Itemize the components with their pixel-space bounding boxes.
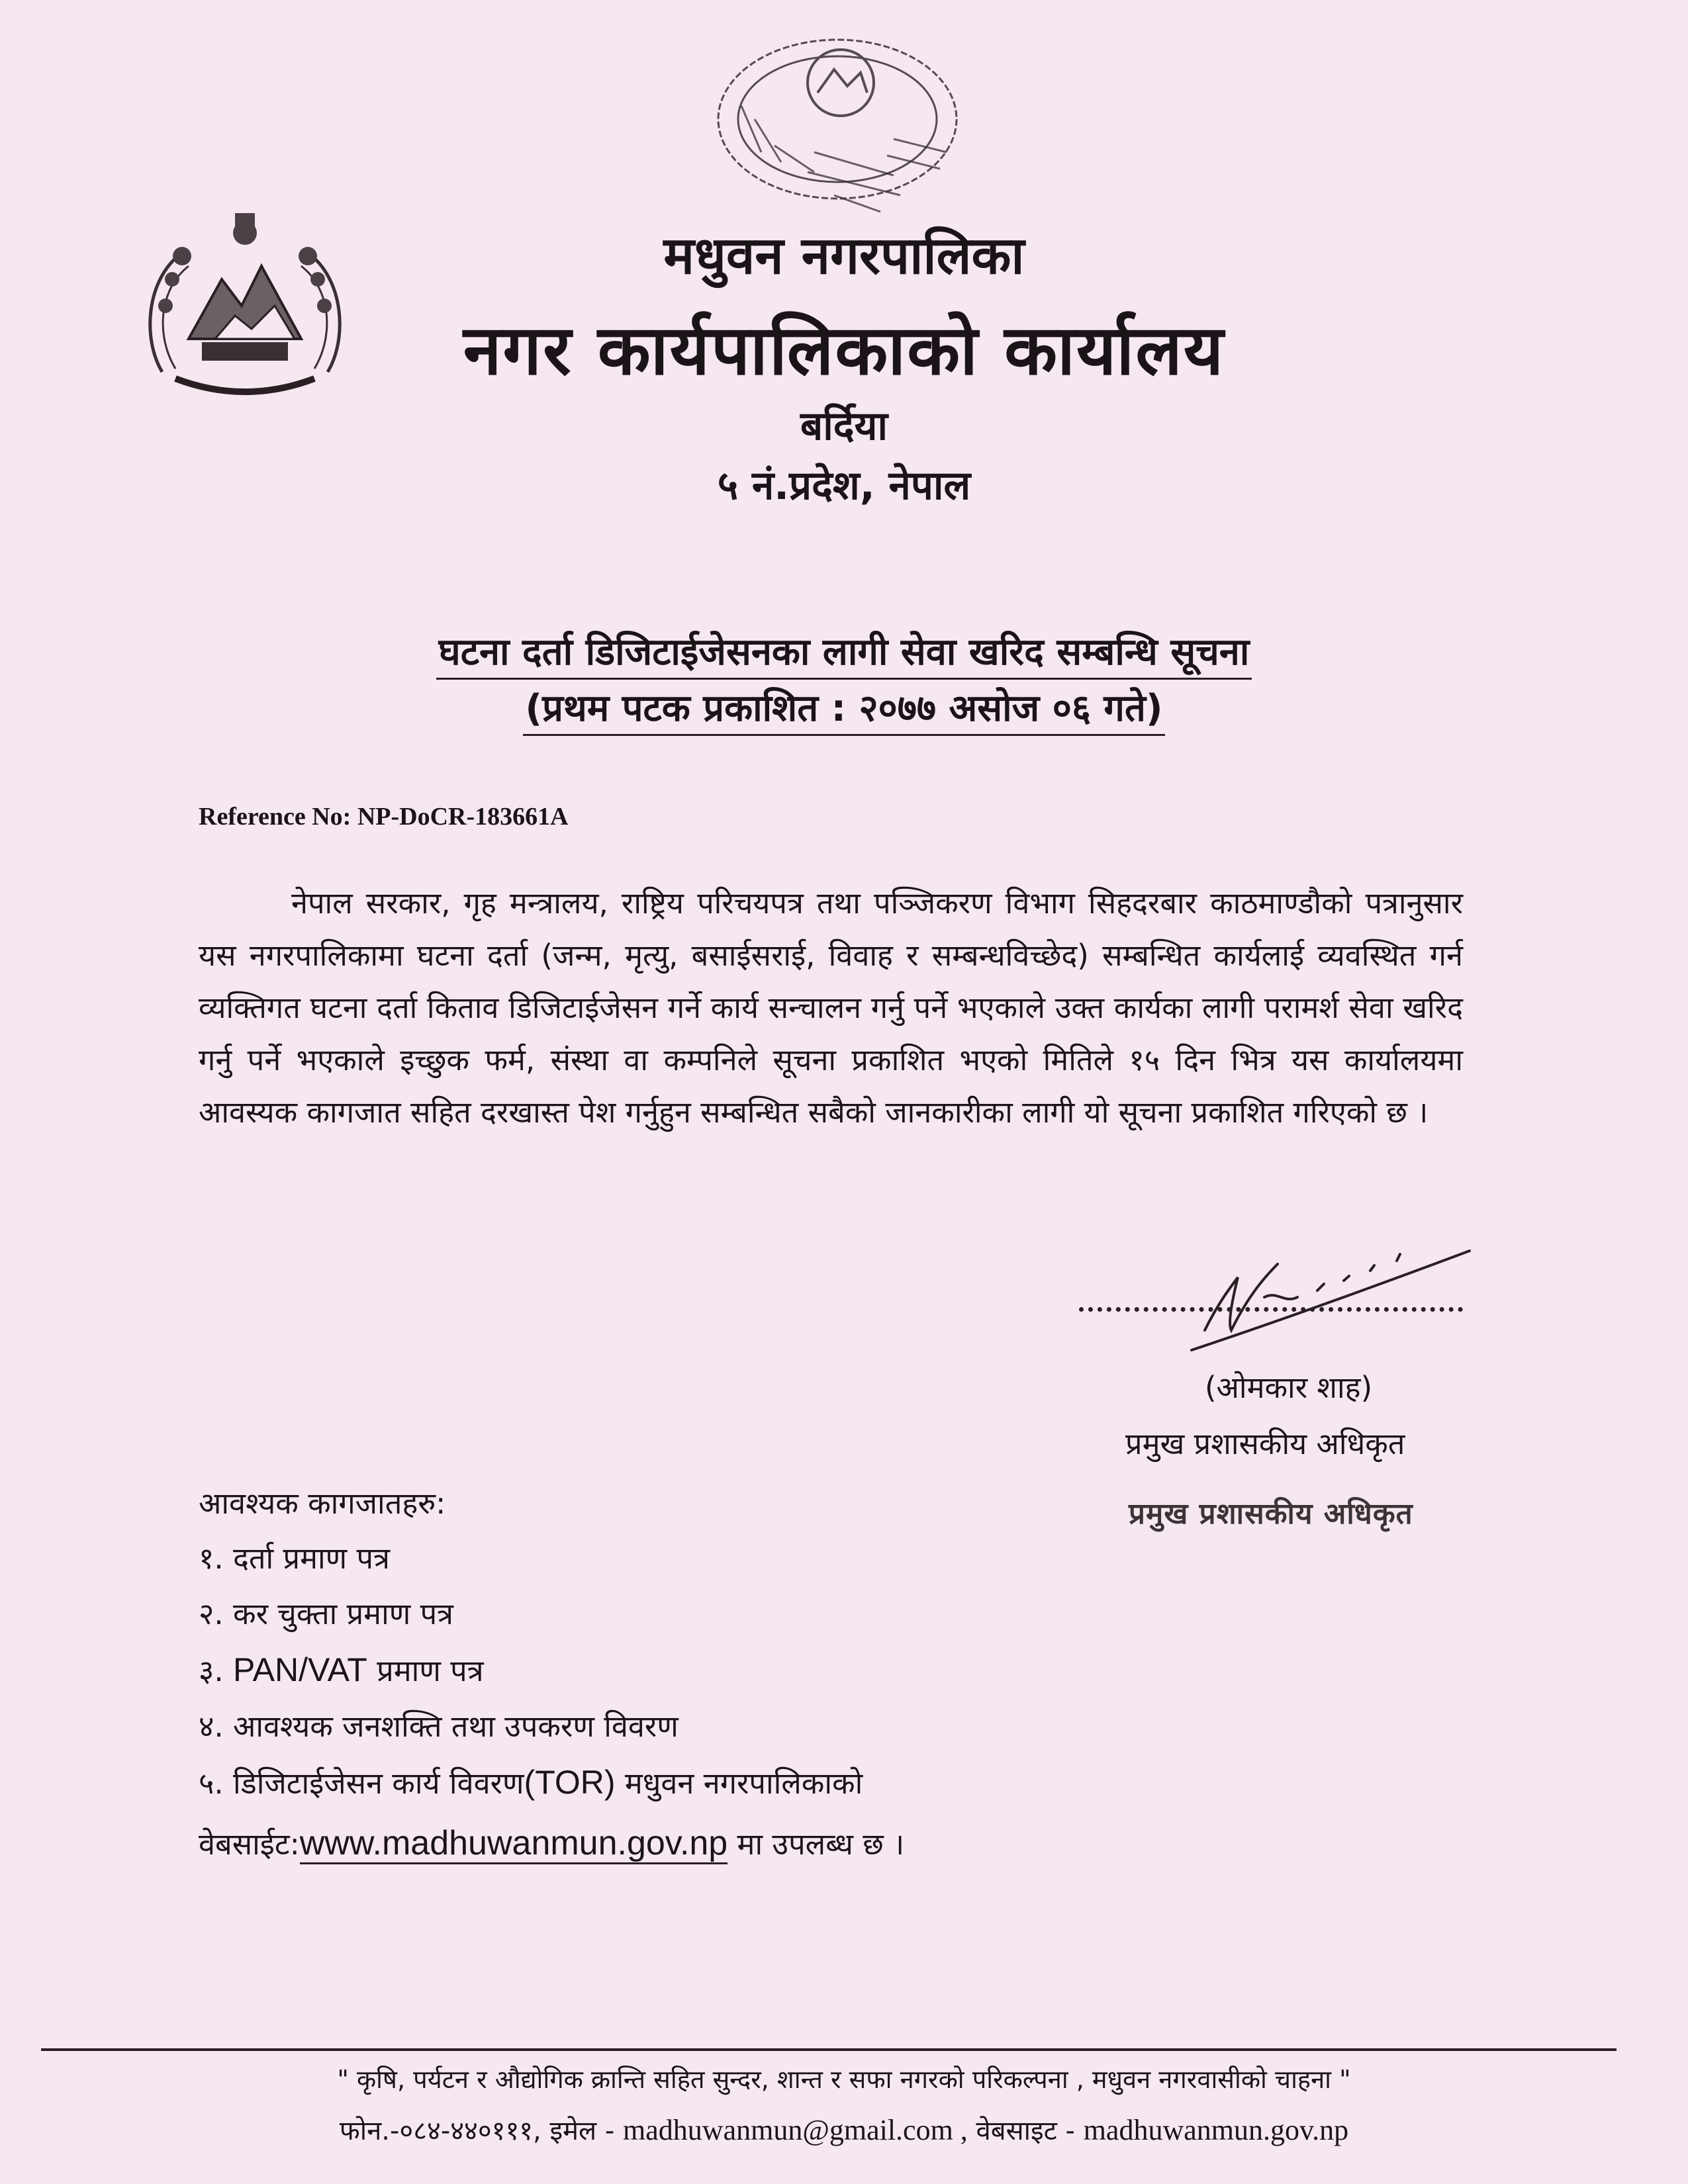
municipality-name: मधुवन नगरपालिका bbox=[663, 226, 1025, 286]
province-name: ५ नं.प्रदेश, नेपाल bbox=[717, 463, 971, 509]
reference-number: Reference No: NP-DoCR-183661A bbox=[199, 803, 569, 831]
notice-body: नेपाल सरकार, गृह मन्त्रालय, राष्ट्रिय परिचयपत्र तथा पञ्जिकरण विभाग सिहदरबार काठमाण्डौको पत्रानुसार यस नगरपालिकामा घटना दर्ता (जन्म, मृत्यु, बसाईसराई, विवाह र सम्बन्धविच्छेद) सम्बन्धित कार्यलाई व्यवस्थित गर्न व्यक्तिगत घटना दर्ता किताव डिजिटाईजेसन गर्ने कार्य सन्चालन गर्नु पर्ने भएकाले उक्त कार्यका लागी परामर्श सेवा खरिद गर्नु पर्ने भएकाले इच्छुक फर्म, संस्था वा कम्पनिले सूचना प्रकाशित भएको मितिले १५ दिन भित्र यस कार्यालयमा आवस्यक कागजात सहित दरखास्त पेश गर्नुहुन सम्बन्धित सबैको जानकारीका लागी यो सूचना प्रकाशित गरिएको छ । bbox=[199, 886, 1463, 1130]
document-item-number: ३. bbox=[199, 1653, 224, 1688]
document-item: १. दर्ता प्रमाण पत्र bbox=[199, 1541, 390, 1576]
website-line bbox=[199, 1815, 904, 1872]
website-suffix: मा उपलब्ध छ । bbox=[737, 1827, 905, 1862]
document-item-tor: (TOR) bbox=[524, 1764, 616, 1801]
document-item-text: मधुवन नगरपालिकाको bbox=[624, 1766, 863, 1801]
document-item: २. कर चुक्ता प्रमाण पत्र bbox=[199, 1596, 453, 1631]
notice-title bbox=[0, 625, 1688, 676]
required-documents bbox=[199, 1482, 904, 1872]
office-name: नगर कार्यपालिकाको कार्यालय bbox=[463, 310, 1225, 390]
district-name: बर्दिया bbox=[800, 403, 888, 449]
document-item-text: ५. डिजिटाईजेसन कार्य विवरण bbox=[199, 1766, 524, 1801]
signer-title-stamp: प्रमुख प्रशासकीय अधिकृत bbox=[1129, 1497, 1413, 1531]
footer-slogan: " कृषि, पर्यटन र औद्योगिक क्रान्ति सहित सुन्दर, शान्त र सफा नगरको परिकल्पना , मधुवन नगरवासीको चाहना " bbox=[337, 2065, 1351, 2094]
document-item-text: प्रमाण पत्र bbox=[377, 1653, 484, 1688]
document-item bbox=[199, 1642, 904, 1699]
notice-title-text: घटना दर्ता डिजिटाईजेसनका लागी सेवा खरिद सम्बन्धि सूचना bbox=[436, 631, 1252, 680]
document-item: ४. आवश्यक जनशक्ति तथा उपकरण विवरण bbox=[199, 1709, 679, 1744]
footer-email[interactable]: madhuwanmun@gmail.com , bbox=[623, 2114, 968, 2146]
signer-name: (ओमकार शाह) bbox=[1205, 1370, 1373, 1405]
document-item bbox=[199, 1754, 904, 1811]
website-prefix: वेबसाईट: bbox=[199, 1827, 300, 1862]
website-link[interactable]: www.madhuwanmun.gov.np bbox=[300, 1824, 728, 1864]
document-item-pan-vat: PAN/VAT bbox=[233, 1651, 367, 1688]
footer-contact bbox=[0, 2111, 1688, 2148]
footer-website[interactable]: madhuwanmun.gov.np bbox=[1083, 2114, 1349, 2146]
footer-divider bbox=[41, 2048, 1617, 2051]
notice-subtitle-text: (प्रथम पटक प्रकाशित : २०७७ असोज ०६ गते) bbox=[523, 687, 1166, 736]
footer-website-label: वेबसाइट - bbox=[976, 2116, 1075, 2146]
handwritten-signature-icon bbox=[1165, 1224, 1483, 1357]
footer-phone: फोन.-०८४-४४०१११, इमेल - bbox=[339, 2116, 615, 2146]
signature-line bbox=[1079, 1307, 1463, 1312]
signer-title: प्रमुख प्रशासकीय अधिकृत bbox=[1125, 1426, 1405, 1461]
documents-heading: आवश्यक कागजातहरु: bbox=[199, 1486, 446, 1521]
notice-subtitle bbox=[0, 682, 1688, 732]
